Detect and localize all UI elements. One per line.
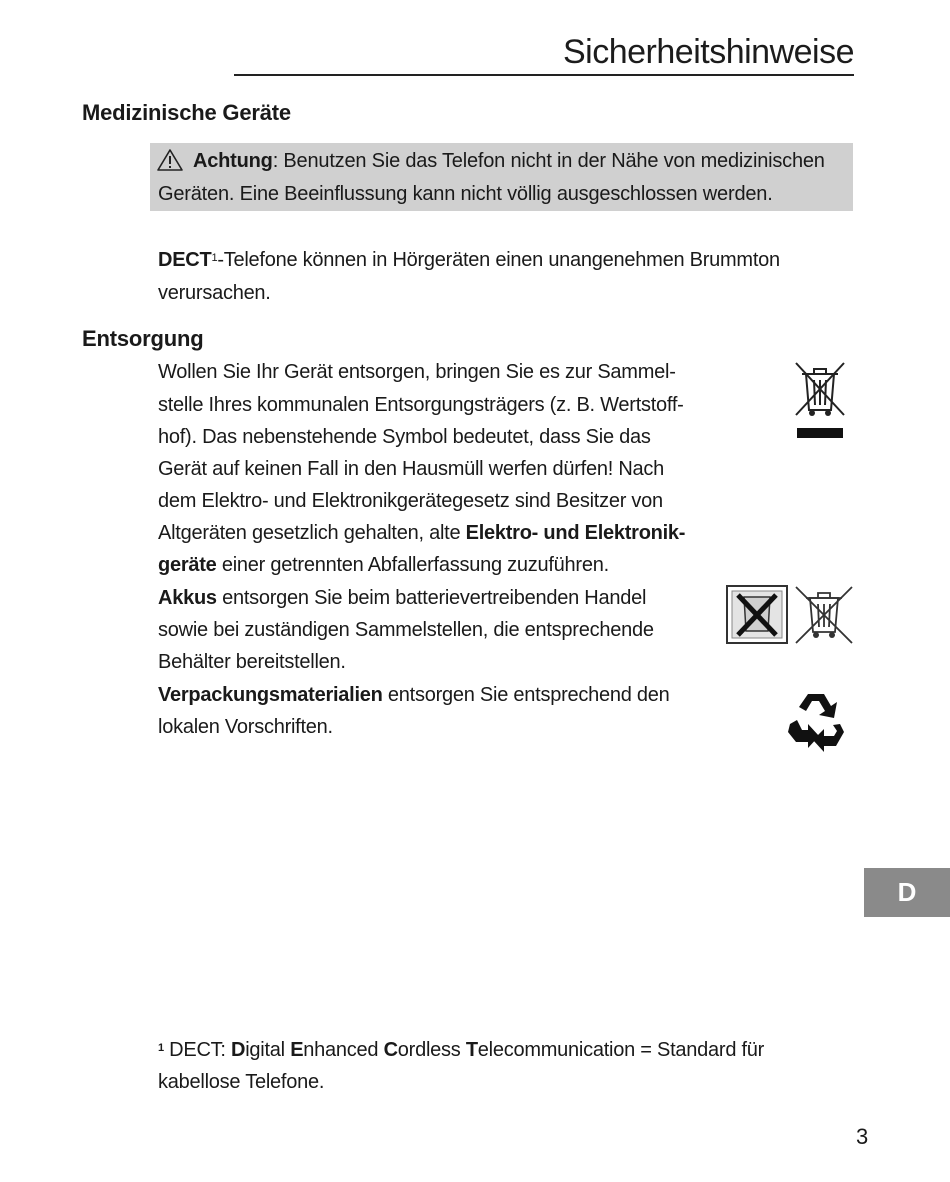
page-title: Sicherheitshinweise	[563, 33, 854, 71]
footnote-letter: E	[290, 1039, 304, 1061]
dect-note-line-1	[158, 248, 780, 272]
akkus-line-3: Behälter bereitstellen.	[158, 651, 346, 673]
warning-text: : Benutzen Sie das Telefon nicht in der Nähe von medizinischen	[272, 150, 825, 172]
footnote-marker: 1	[158, 1042, 164, 1054]
footnote-letter: C	[383, 1039, 398, 1061]
disposal-line: Gerät auf keinen Fall in den Hausmüll werfen dürfen! Nach	[158, 458, 665, 480]
akkus-line-1	[158, 586, 646, 610]
disposal-bold: Elektro- und Elektronik-	[465, 522, 686, 544]
disposal-text: Altgeräten gesetzlich gehalten, alte	[158, 522, 466, 544]
warning-label: Achtung	[193, 150, 273, 172]
disposal-bold: geräte	[158, 554, 217, 576]
footnote-word: igital	[245, 1039, 291, 1061]
disposal-line: Wollen Sie Ihr Gerät entsorgen, bringen Sie es zur Sammel-	[158, 361, 676, 383]
warning-line-1	[193, 150, 825, 173]
weee-crossed-bin-icon	[793, 584, 855, 646]
disposal-line: dem Elektro- und Elektronikgerätegesetz sind Besitzer von	[158, 490, 663, 512]
packaging-line-2: lokalen Vorschriften.	[158, 716, 333, 738]
page-number: 3	[856, 1124, 869, 1149]
footnote-letter: T	[465, 1039, 478, 1061]
disposal-line	[158, 521, 685, 545]
dect-note-line-2: verursachen.	[158, 282, 271, 304]
warning-triangle-icon	[156, 148, 184, 172]
recycling-icon	[784, 690, 848, 752]
footnote-line-2: kabellose Telefone.	[158, 1071, 325, 1093]
akkus-line-2: sowie bei zuständigen Sammelstellen, die entsprechende	[158, 619, 654, 641]
section-heading-medical: Medizinische Geräte	[82, 100, 291, 125]
dect-footnote-ref: 1	[211, 252, 218, 264]
section-heading-disposal: Entsorgung	[82, 326, 204, 351]
disposal-text: einer getrennten Abfallerfassung zuzuführen.	[216, 554, 609, 576]
weee-crossed-bin-icon	[792, 360, 848, 440]
footnote-prefix: DECT:	[163, 1039, 232, 1061]
title-rule	[234, 74, 854, 76]
footnote-word: elecommunication = Standard für	[477, 1039, 765, 1061]
disposal-line: stelle Ihres kommunalen Entsorgungsträgers (z. B. Wertstoff-	[158, 394, 684, 416]
footnote-word: nhanced	[303, 1039, 384, 1061]
disposal-line: hof). Das nebenstehende Symbol bedeutet, dass Sie das	[158, 426, 651, 448]
disposal-line	[158, 553, 609, 577]
warning-line-2: Geräten. Eine Beeinflussung kann nicht völlig ausgeschlossen werden.	[158, 183, 773, 205]
dect-term: DECT	[158, 249, 212, 271]
packaging-text: entsorgen Sie entsprechend den	[382, 684, 670, 706]
footnote-letter: D	[231, 1039, 246, 1061]
akkus-text: entsorgen Sie beim batterievertreibenden Handel	[216, 587, 647, 609]
akkus-term: Akkus	[158, 587, 217, 609]
packaging-line-1	[158, 683, 670, 707]
dect-note-text: -Telefone können in Hörgeräten einen unangenehmen Brummton	[217, 249, 780, 271]
footnote-word: ordless	[397, 1039, 466, 1061]
battery-crossed-bin-icon	[726, 585, 788, 645]
footnote-line-1	[158, 1038, 764, 1062]
language-tab: D	[864, 868, 950, 917]
packaging-term: Verpackungsmaterialien	[158, 684, 383, 706]
